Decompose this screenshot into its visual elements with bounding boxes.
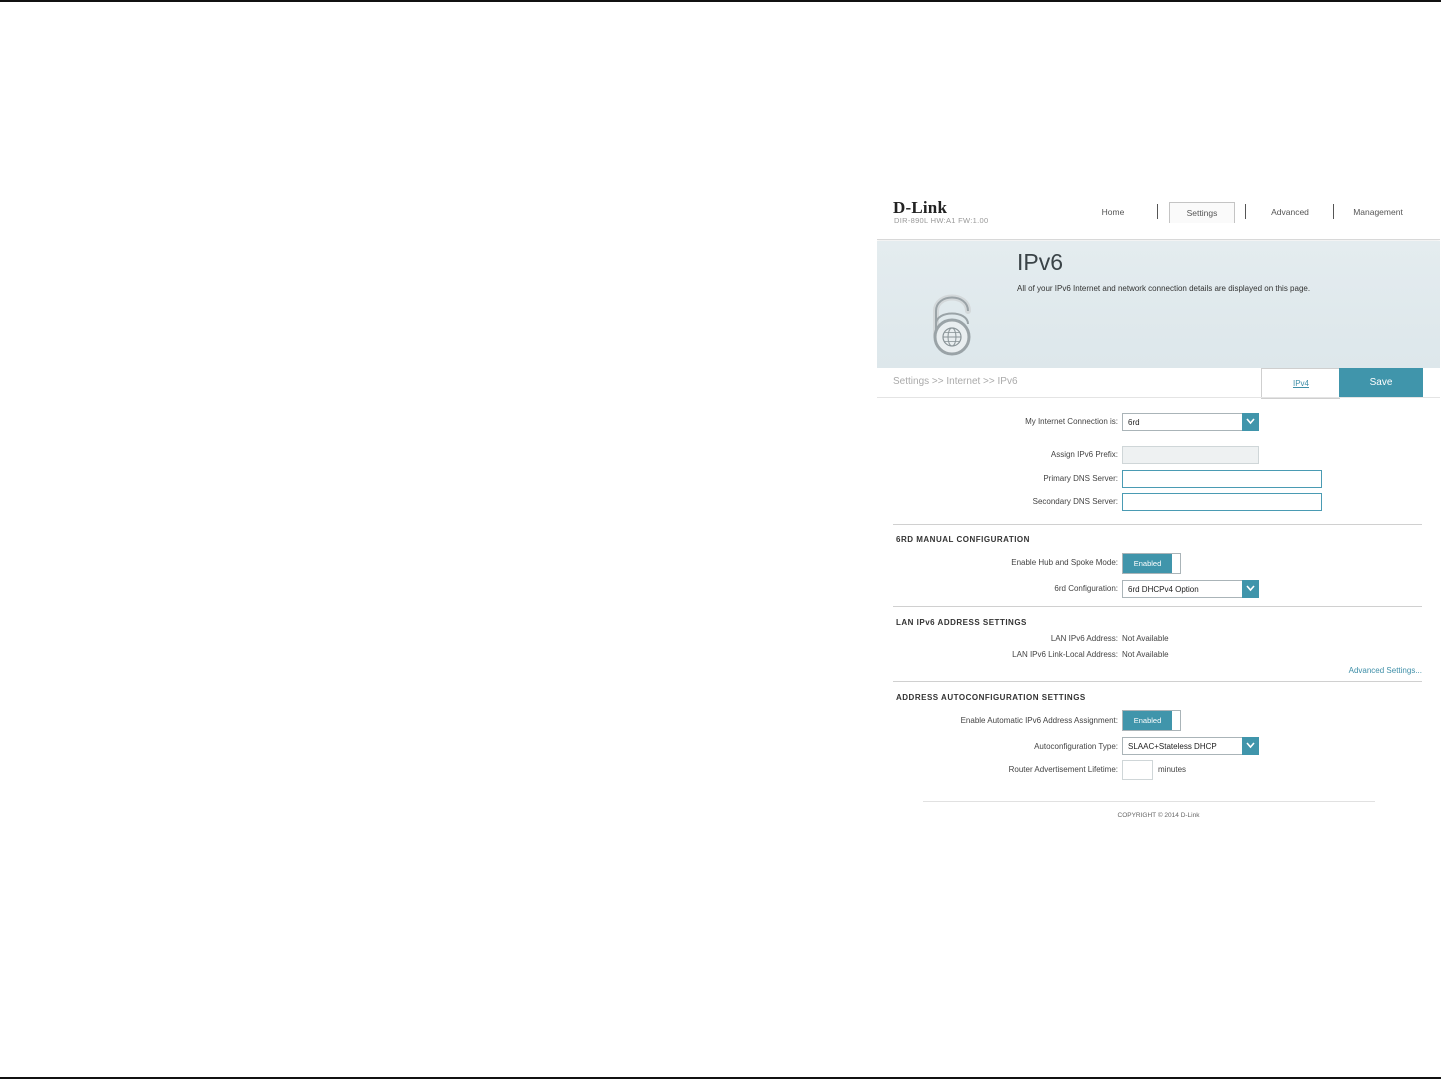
section-divider	[893, 524, 1422, 525]
secondary-dns-input[interactable]	[1122, 493, 1322, 511]
connection-type-label: My Internet Connection is:	[1025, 417, 1118, 426]
save-button[interactable]: Save	[1339, 368, 1423, 398]
chevron-down-icon[interactable]	[1242, 737, 1259, 755]
breadcrumb-divider	[877, 397, 1440, 398]
section-title-6rd: 6RD MANUAL CONFIGURATION	[896, 535, 1030, 544]
advanced-settings-link[interactable]: Advanced Settings...	[1348, 666, 1422, 675]
page-description: All of your IPv6 Internet and network connection details are displayed on this page.	[1017, 284, 1311, 293]
page-top-rule	[0, 0, 1441, 2]
section-title-lan-ipv6: LAN IPv6 ADDRESS SETTINGS	[896, 618, 1027, 627]
dlink-logo: D-Link	[893, 198, 948, 217]
hub-spoke-toggle[interactable]	[1122, 553, 1181, 574]
6rd-config-label: 6rd Configuration:	[1054, 584, 1118, 593]
chevron-down-icon[interactable]	[1242, 580, 1259, 598]
autoconfig-type-value: SLAAC+Stateless DHCP	[1128, 742, 1217, 751]
lan-link-local-label: LAN IPv6 Link-Local Address:	[1012, 650, 1118, 659]
nav-separator	[1333, 204, 1334, 219]
ra-lifetime-unit: minutes	[1158, 765, 1187, 774]
copyright: COPYRIGHT © 2014 D-Link	[1117, 812, 1200, 819]
assign-prefix-label: Assign IPv6 Prefix:	[1050, 450, 1118, 459]
nav-separator	[1245, 204, 1246, 219]
autoconfig-type-label: Autoconfiguration Type:	[1034, 742, 1118, 751]
chevron-down-icon[interactable]	[1242, 413, 1259, 431]
primary-dns-input[interactable]	[1122, 470, 1322, 488]
nav-settings[interactable]: Settings	[1169, 202, 1235, 223]
autoconfig-type-select[interactable]	[1122, 737, 1259, 755]
connection-type-select[interactable]	[1122, 413, 1259, 431]
6rd-config-select[interactable]	[1122, 580, 1259, 598]
tab-ipv4[interactable]: IPv4	[1261, 368, 1340, 399]
page-title: IPv6	[1017, 249, 1064, 275]
assign-prefix-field	[1122, 446, 1259, 464]
section-title-autoconfig: ADDRESS AUTOCONFIGURATION SETTINGS	[896, 693, 1086, 702]
nav-separator	[1157, 204, 1158, 219]
hub-spoke-toggle-state: Enabled	[1123, 554, 1172, 573]
connection-type-value: 6rd	[1128, 418, 1140, 427]
secondary-dns-label: Secondary DNS Server:	[1032, 497, 1118, 506]
footer-divider	[923, 801, 1375, 802]
lan-ipv6-address-label: LAN IPv6 Address:	[1050, 634, 1118, 643]
top-header	[877, 187, 1440, 240]
nav-home[interactable]: Home	[1101, 207, 1125, 217]
hub-spoke-label: Enable Hub and Spoke Mode:	[1011, 558, 1118, 567]
router-web-ui	[877, 187, 1440, 837]
ra-lifetime-input[interactable]	[1122, 760, 1153, 780]
breadcrumb: Settings >> Internet >> IPv6	[893, 376, 1018, 387]
ipv6-globe-icon	[921, 277, 983, 361]
lan-ipv6-address-value: Not Available	[1122, 634, 1169, 643]
6rd-config-value: 6rd DHCPv4 Option	[1128, 585, 1199, 594]
ra-lifetime-label: Router Advertisement Lifetime:	[1008, 765, 1118, 774]
page-banner	[877, 241, 1440, 368]
lan-link-local-value: Not Available	[1122, 650, 1169, 659]
auto-assignment-toggle[interactable]	[1122, 710, 1181, 731]
section-divider	[893, 681, 1422, 682]
model-info: DIR-890L HW:A1 FW:1.00	[894, 216, 989, 225]
primary-dns-label: Primary DNS Server:	[1043, 474, 1118, 483]
section-divider	[893, 606, 1422, 607]
page-bottom-rule	[0, 1077, 1441, 1079]
nav-management[interactable]: Management	[1353, 207, 1403, 217]
auto-assignment-toggle-state: Enabled	[1123, 711, 1172, 730]
auto-assignment-label: Enable Automatic IPv6 Address Assignment:	[960, 716, 1118, 725]
nav-advanced[interactable]: Advanced	[1271, 207, 1309, 217]
